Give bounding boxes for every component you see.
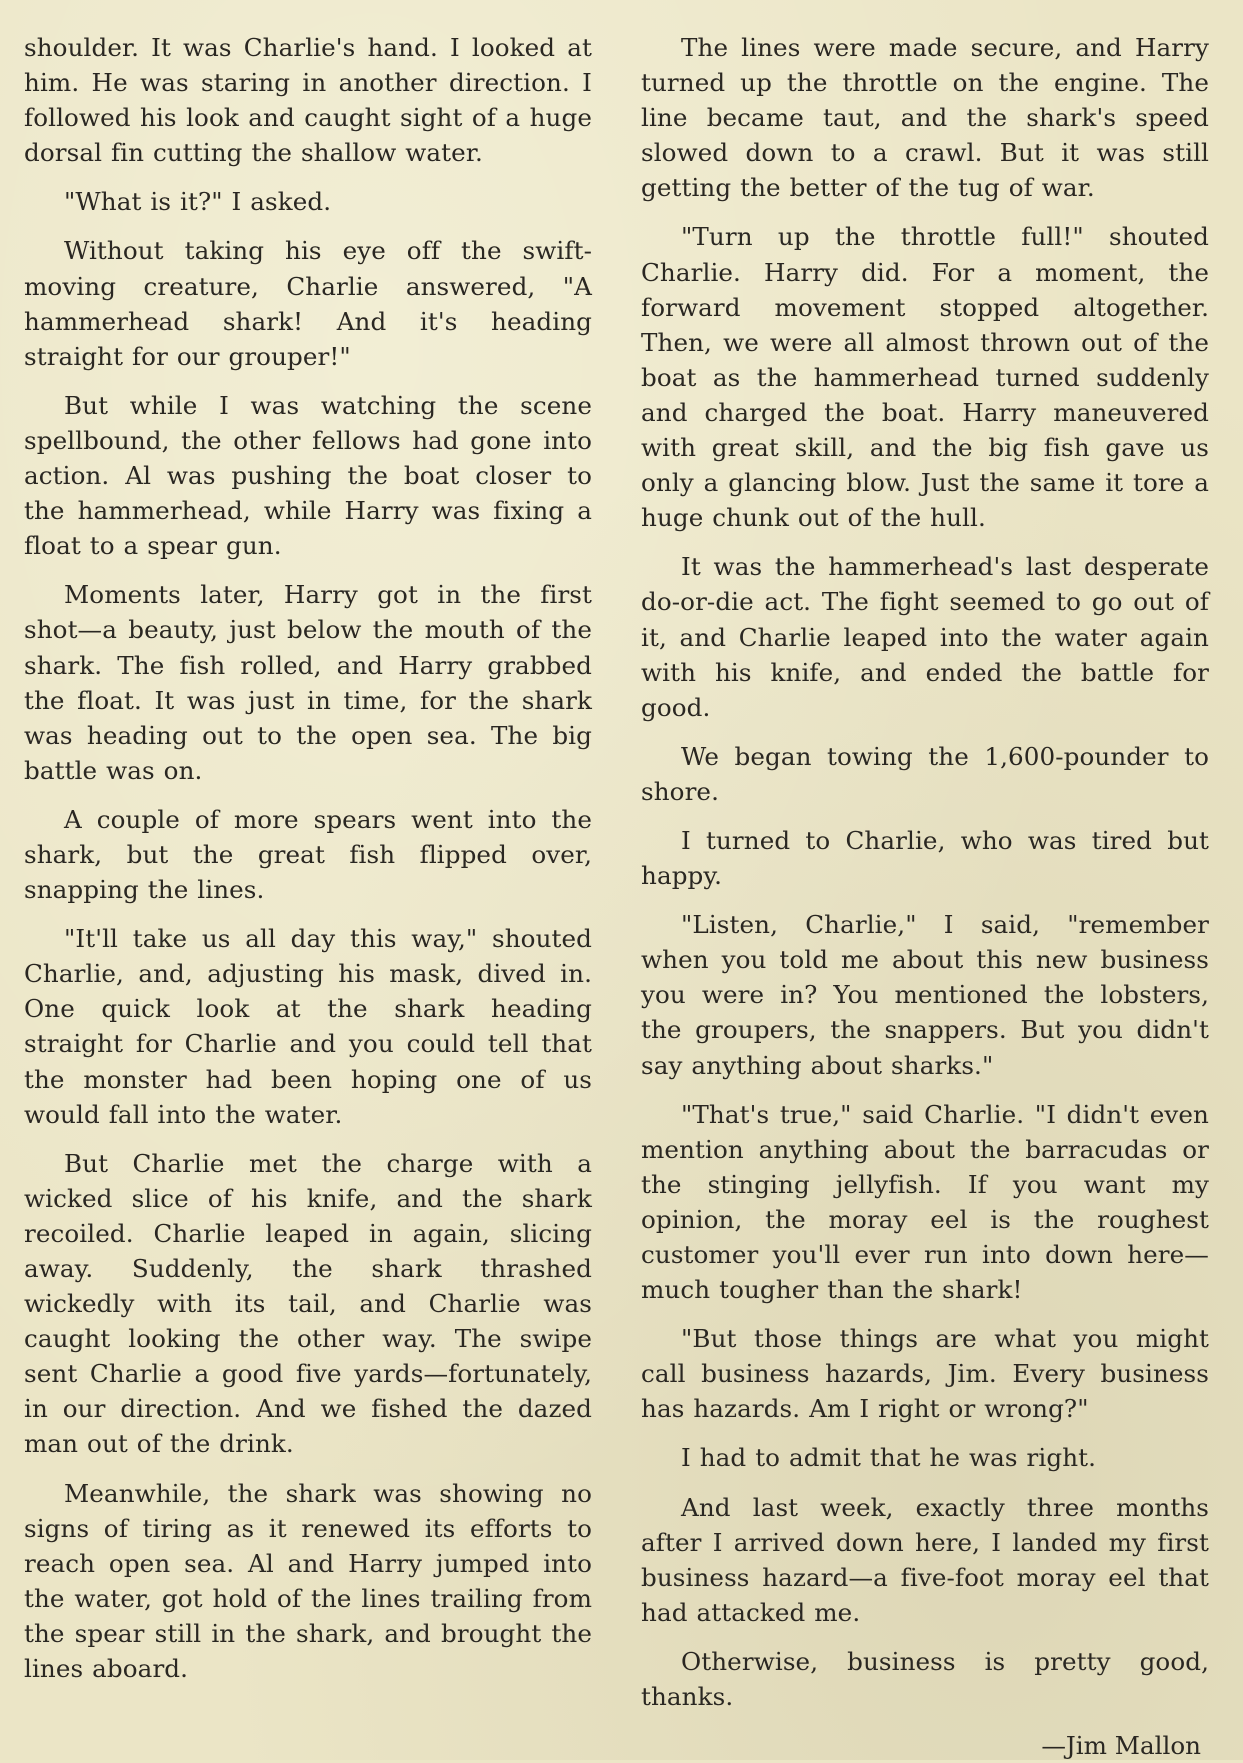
paragraph: shoulder. It was Charlie's hand. I looked at him. He was staring in another direction. I followed his look and caught sight of a huge dorsal fin cutting the shallow water. [24, 33, 592, 168]
paragraph: "But those things are what you might call business hazards, Jim. Every business has hazards. Am I right or wrong?" [641, 1324, 1209, 1424]
paragraph: "That's true," said Charlie. "I didn't even mention anything about the barracudas or the stinging jellyfish. If you want my opinion, the moray eel is the roughest customer you'll ever run into down here—much tougher than the shark! [641, 1099, 1209, 1305]
paragraph: "Turn up the throttle full!" shouted Charlie. Harry did. For a moment, the forward movement stopped altogether. Then, we were all almost thrown out of the boat as the hammerhead turned suddenly and charged the boat. Harry maneuvered with great skill, and the big fish gave us only a glancing blow. Just the same it tore a huge chunk out of the hull. [641, 222, 1209, 533]
paragraph: Meanwhile, the shark was showing no signs of tiring as it renewed its efforts to reach open sea. Al and Harry jumped into the water, got hold of the lines trailing from the spear still in the shark, and brought the lines aboard. [24, 1478, 592, 1684]
paragraph: I had to admit that he was right. [681, 1443, 1097, 1473]
paragraph: And last week, exactly three months after I arrived down here, I landed my first business hazard—a five-foot moray eel that had attacked me. [641, 1492, 1209, 1627]
right-column [641, 30, 1209, 1763]
paragraph: Otherwise, business is pretty good, thanks. [641, 1646, 1209, 1712]
paragraph: The lines were made secure, and Harry turned up the throttle on the engine. The line became taut, and the shark's speed slowed down to a crawl. But it was still getting the better of the tug of war. [641, 33, 1209, 203]
paragraph: "What is it?" I asked. [64, 187, 332, 217]
author-signature: —Jim Mallon [1041, 1731, 1201, 1761]
paragraph: Without taking his eye off the swift-moving creature, Charlie answered, "A hammerhead shark! And it's heading straight for our grouper!" [24, 236, 592, 371]
paragraph: But while I was watching the scene spellbound, the other fellows had gone into action. Al was pushing the boat closer to the hammerhead, while Harry was fixing a float to a spear gun. [24, 390, 592, 561]
paragraph: Moments later, Harry got in the first shot—a beauty, just below the mouth of the shark. The fish rolled, and Harry grabbed the float. It was just in time, for the shark was heading out to the open sea. The big battle was on. [24, 580, 592, 785]
paragraph: "It'll take us all day this way," shouted Charlie, and, adjusting his mask, dived in. One quick look at the shark heading straight for Charlie and you could tell that the monster had been hoping one of us would fall into the water. [24, 924, 592, 1129]
paragraph: I turned to Charlie, who was tired but happy. [641, 825, 1209, 891]
left-column [24, 30, 592, 1700]
paragraph: "Listen, Charlie," I said, "remember when you told me about this new business you were in? You mentioned the lobsters, the groupers, the snappers. But you didn't say anything about sharks." [641, 910, 1209, 1080]
paragraph: A couple of more spears went into the shark, but the great fish flipped over, snapping the lines. [24, 804, 592, 905]
paragraph: We began towing the 1,600-pounder to shore. [641, 741, 1209, 806]
paragraph: But Charlie met the charge with a wicked slice of his knife, and the shark recoiled. Charlie leaped in again, slicing away. Suddenly, the shark thrashed wickedly with its tail, and Charlie was caught looking the other way. The swipe sent Charlie a good five yards—fortunately, in our direction. And we fished the dazed man out of the drink. [24, 1148, 592, 1459]
paragraph: It was the hammerhead's last desperate do-or-die act. The fight seemed to go out of it, and Charlie leaped into the water again with his knife, and ended the battle for good. [641, 552, 1209, 722]
